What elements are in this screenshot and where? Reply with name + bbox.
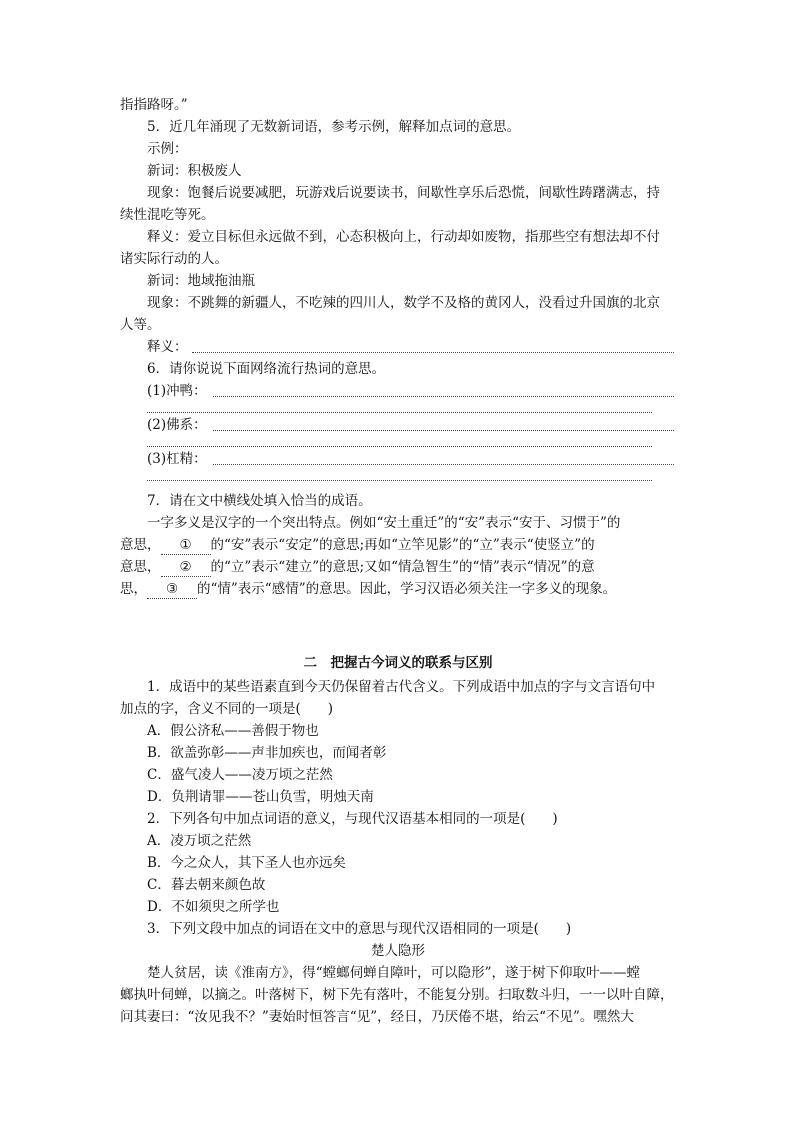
answer-blank-line[interactable] [147,412,652,413]
fill-blank-2[interactable]: ② [161,559,211,577]
option-c[interactable]: C．盛气凌人——凌万顷之茫然 [147,767,333,783]
option-c[interactable]: C．暮去朝来颜色故 [147,877,266,893]
option-d[interactable]: D．不如须臾之所学也 [147,899,280,915]
fill-blank-1[interactable]: ① [161,537,211,555]
text-fragment: 意思， [120,537,161,553]
question-3-stem: 3．下列文段中加点的词语在文中的意思与现代汉语相同的一项是( ) [147,921,572,937]
text-line: 一字多义是汉字的一个突出特点。例如“安土重迁”的“安”表示“安于、习惯于”的 [147,515,621,531]
fill-blank-3[interactable]: ③ [147,581,197,599]
question-2-stem: 2．下列各句中加点词语的意义，与现代汉语基本相同的一项是( ) [147,811,558,827]
question-6-stem: 6．请你说说下面网络流行热词的意思。 [147,361,386,377]
text-fragment: 的“安”表示“安定”的意思;再如“立竿见影”的“立”表示“使竖立”的 [210,537,595,553]
passage-title: 楚人隐形 [371,943,425,959]
text-line: 释义：爱立目标但永远做不到，心态积极向上，行动却如废物，指那些空有想法却不付 [147,229,660,245]
passage-line: 螂执叶伺蝉，以摘之。叶落树下，树下先有落叶，不能复分别。扫取数斗归，一一以叶自障， [120,987,674,1003]
answer-blank-line[interactable] [192,352,674,353]
question-7-stem: 7．请在文中横线处填入恰当的成语。 [147,493,372,509]
text-line: 加点的字，含义不同的一项是( ) [120,701,334,717]
answer-blank-line[interactable] [213,396,674,397]
text-fragment: 意思， [120,559,161,575]
answer-blank-line[interactable] [147,446,652,447]
option-a[interactable]: A．假公济私——善假于物也 [147,723,319,739]
text-line: 示例： [147,141,188,157]
answer-blank-line[interactable] [213,430,674,431]
text-line: 续性混吃等死。 [120,207,215,223]
option-d[interactable]: D．负荆请罪——苍山负雪，明烛天南 [147,789,374,805]
text-line: 新词：地域拖油瓶 [147,273,255,289]
option-b[interactable]: B．欲盖弥彰——声非加疾也，而闻者彰 [147,745,387,761]
answer-blank-line[interactable] [213,464,674,465]
section-title: 二 把握古今词义的联系与区别 [303,655,493,671]
text-line: 指指路呀。” [120,97,188,113]
text-fragment: 的“立”表示“建立”的意思;又如“情急智生”的“情”表示“情况”的意 [210,559,595,575]
text-line: 现象：不跳舞的新疆人，不吃辣的四川人，数学不及格的黄冈人，没看过升国旗的北京 [147,295,660,311]
question-5-stem: 5．近几年涌现了无数新词语，参考示例，解释加点词的意思。 [147,119,521,135]
answer-label: (3)杠精： [147,451,207,467]
question-1-stem: 1．成语中的某些语素直到今天仍保留着古代含义。下列成语中加点的字与文言语句中 [147,679,656,695]
option-a[interactable]: A．凌万顷之茫然 [147,833,252,849]
text-line: 诸实际行动的人。 [120,251,228,267]
passage-line: 楚人贫居，读《淮南方》，得“螳螂伺蝉自障叶，可以隐形”，遂于树下仰取叶——螳 [147,965,641,981]
passage-line: 问其妻曰：“汝见我不？”妻始时恒答言“见”，经日，乃厌倦不堪，绐云“不见”。嘿然大 [120,1009,634,1025]
text-line [120,534,676,556]
text-fragment: 思， [120,581,147,597]
text-line [120,556,676,578]
answer-label: (1)冲鸭： [147,383,207,399]
answer-label: 释义： [147,339,188,355]
text-line: 现象：饱餐后说要减肥，玩游戏后说要读书，间歇性享乐后恐慌，间歇性踌躇满志，持 [147,185,660,201]
text-fragment: 的“情”表示“感情”的意思。因此，学习汉语必须关注一字多义的现象。 [197,581,617,597]
text-line: 人等。 [120,317,161,333]
text-line [120,578,676,600]
answer-label: (2)佛系： [147,417,207,433]
text-line: 新词：积极废人 [147,163,242,179]
answer-blank-line[interactable] [147,480,652,481]
option-b[interactable]: B．今之众人，其下圣人也亦远矣 [147,855,346,871]
